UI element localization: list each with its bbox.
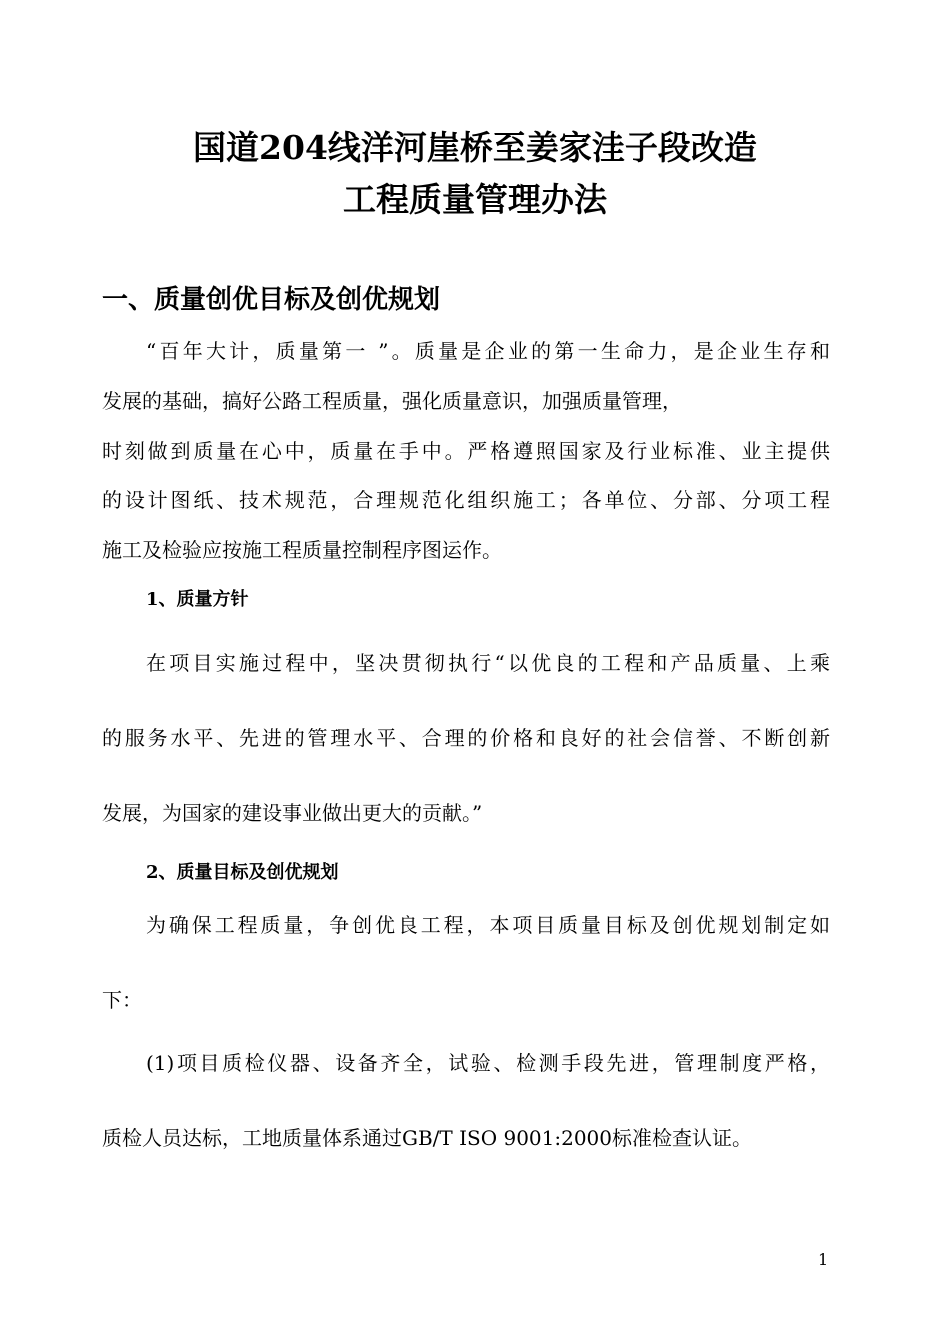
paragraph-line: 施工及检验应按施工程质量控制程序图运作。 <box>102 538 502 562</box>
paragraph-line: 发展的基础，搞好公路工程质量，强化质量意识，加强质量管理， <box>102 389 682 413</box>
document-title-line-1: 国道204线洋河崖桥至姜家洼子段改造 <box>193 128 757 167</box>
paragraph-line: (1)项目质检仪器、设备齐全，试验、检测手段先进，管理制度严格， <box>146 1051 830 1075</box>
paragraph-line: 时刻做到质量在心中，质量在手中。严格遵照国家及行业标准、业主提供 <box>102 439 830 463</box>
paragraph-line: “百年大计，质量第一 ”。质量是企业的第一生命力，是企业生存和 <box>146 339 830 363</box>
paragraph-line: 在项目实施过程中，坚决贯彻执行“以优良的工程和产品质量、上乘 <box>146 651 830 675</box>
document-title-line-2: 工程质量管理办法 <box>343 180 607 219</box>
subsection-heading-quality-targets: 2、质量目标及创优规划 <box>146 862 339 883</box>
section-heading-quality-goals: 一、质量创优目标及创优规划 <box>102 285 441 315</box>
paragraph-line: 发展，为国家的建设事业做出更大的贡献。” <box>102 801 483 825</box>
paragraph-line: 下： <box>102 988 142 1012</box>
subsection-heading-quality-policy: 1、质量方针 <box>146 589 249 610</box>
paragraph-line: 的服务水平、先进的管理水平、合理的价格和良好的社会信誉、不断创新 <box>102 726 830 750</box>
paragraph-line: 质检人员达标，工地质量体系通过GB/T ISO 9001:2000标准检查认证。 <box>102 1126 752 1150</box>
paragraph-line: 为确保工程质量，争创优良工程，本项目质量目标及创优规划制定如 <box>146 913 830 937</box>
paragraph-line: 的设计图纸、技术规范，合理规范化组织施工；各单位、分部、分项工程 <box>102 488 830 512</box>
page-number: 1 <box>818 1250 829 1269</box>
